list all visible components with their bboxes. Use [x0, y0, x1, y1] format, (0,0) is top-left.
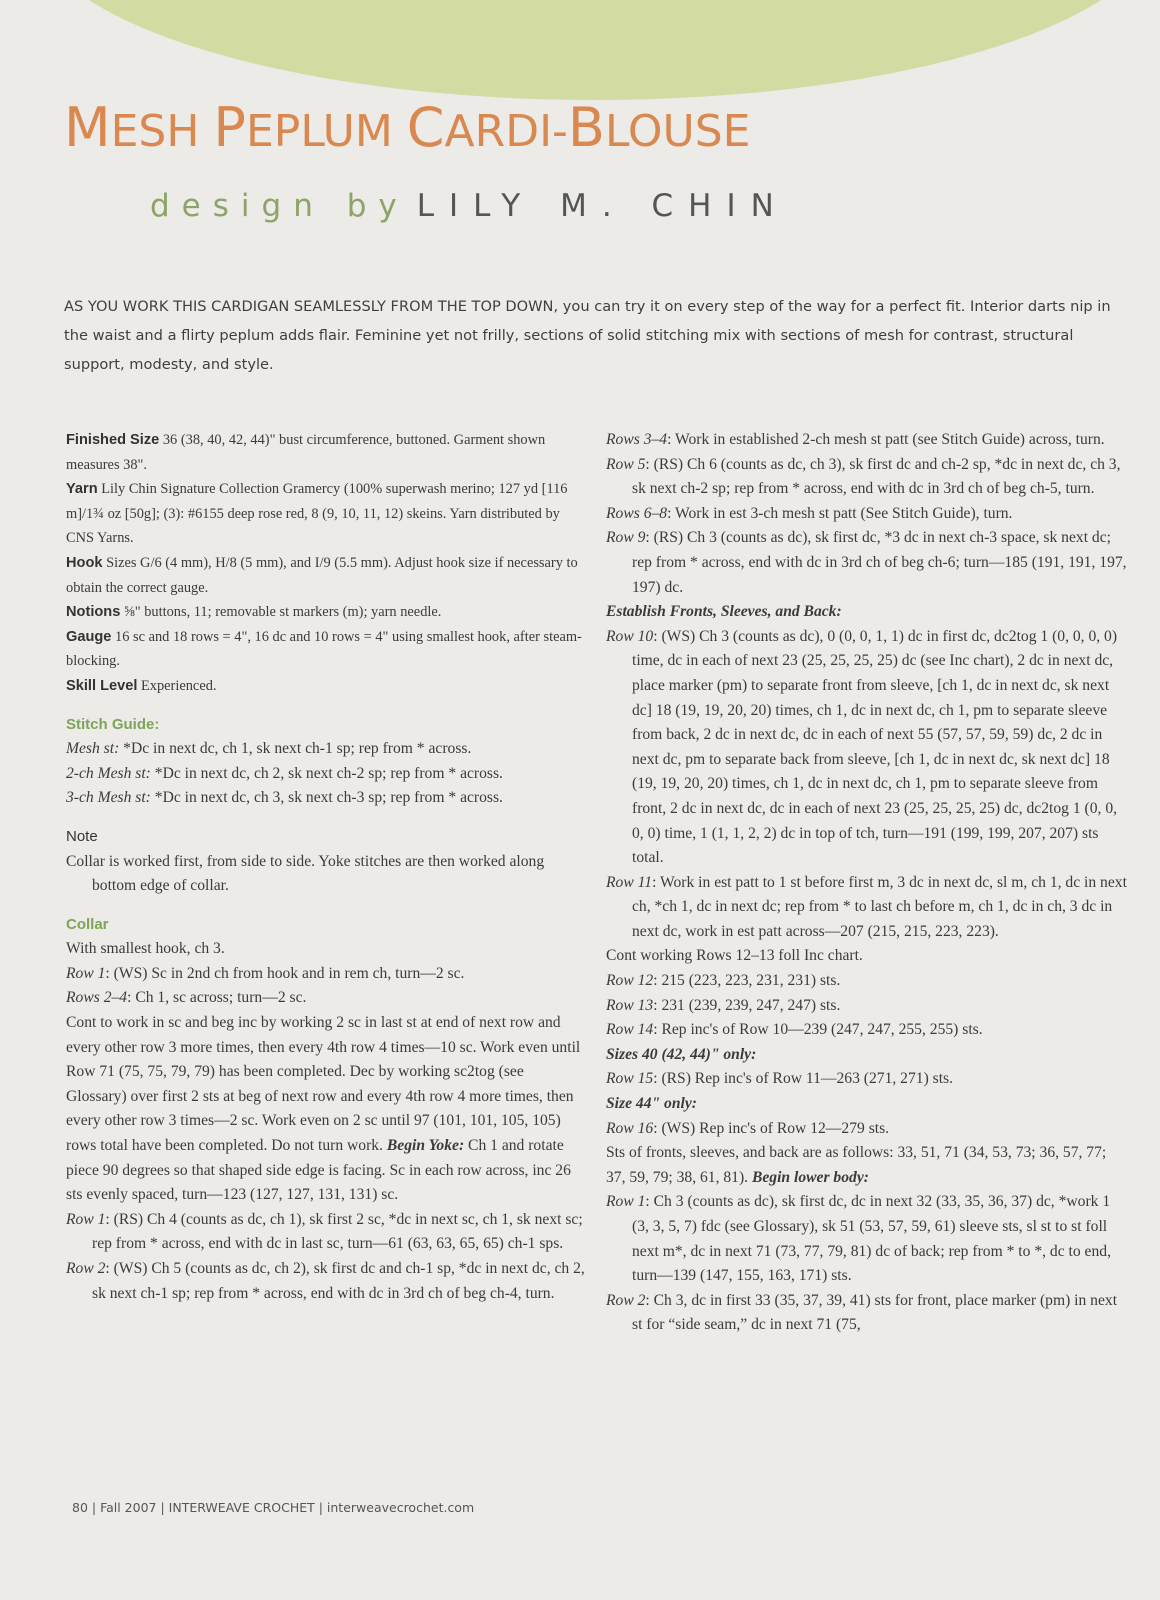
spec-hook: Hook Sizes G/6 (4 mm), H/8 (5 mm), and I/9 (5.5 mm). Adjust hook size if necessary to obtain the correct gauge. — [66, 554, 578, 596]
note-text: Collar is worked first, from side to side. Yoke stitches are then worked along bottom edge of collar. — [66, 852, 545, 895]
row-10: Row 10: (WS) Ch 3 (counts as dc), 0 (0, 0, 1, 1) dc in first dc, dc2tog 1 (0, 0, 0, 0) time, dc in each of next 23 (25, 25, 25, 25) dc (see Inc chart), 2 dc in next dc, place marker (pm) to separate front from sleeve, [ch 1, dc in next dc, sk next dc] 18 (19, 19, 20, 20) times, ch 1, dc in next dc, ch 1, pm to separate sleeve from back, 2 dc in next dc, dc in each of next 55 (57, 57, 59, 59) dc, 2 dc in next dc, pm to separate back from sleeve, [ch 1, dc in next dc, sk next dc] 18 (19, 19, 20, 20) times, ch 1, dc in next dc, ch 1, pm to separate sleeve from front, 2 dc in next dc, dc in each of next 23 (25, 25, 25, 25) dc, dc2tog 1 (0, 0, 0, 0) time, 1 (1, 1, 2, 2) dc in top of tch, turn—191 (199, 199, 207, 207) sts total. — [606, 627, 1118, 867]
stitch-2ch-mesh: 2-ch Mesh st: *Dc in next dc, ch 2, sk next ch-2 sp; rep from * across. — [66, 764, 503, 782]
row-11: Row 11: Work in est patt to 1 st before first m, 3 dc in next dc, sl m, ch 1, dc in next ch, *ch 1, dc in next dc; rep from * to last ch before m, ch 1, dc in ch, 3 dc in next dc, work in est patt across—207 (215, 215, 223, 223). — [606, 873, 1127, 940]
collar-intro: With smallest hook, ch 3. — [66, 940, 225, 958]
yoke-row-2: Row 2: (WS) Ch 5 (counts as dc, ch 2), sk first dc and ch-1 sp, *dc in next dc, ch 2, sk next ch-1 sp; rep from * across, end with dc in 3rd ch of beg ch-4, turn. — [66, 1260, 585, 1302]
yoke-row-5: Row 5: (RS) Ch 6 (counts as dc, ch 3), sk first dc and ch-2 sp, *dc in next dc, ch 3, sk next ch-2 sp; rep from * across, end with dc in 3rd ch of beg ch-5, turn. — [606, 455, 1121, 498]
designer-name: LILY M. CHIN — [416, 188, 789, 224]
lower-body-row-1: Row 1: Ch 3 (counts as dc), sk first dc, dc in next 32 (33, 35, 36, 37) dc, *work 1 (3, 3, 5, 7) fdc (see Glossary), sk 51 (53, 57, 59, 61) sleeve sts, sl st to st foll next m*, dc in next 71 (73, 77, 79, 81) dc of back; rep from * to *, dc to end, turn—139 (147, 155, 163, 171) sts. — [606, 1193, 1111, 1285]
row-16: Row 16: (WS) Rep inc's of Row 12—279 sts. — [606, 1119, 890, 1137]
collar-rows-2-4: Rows 2–4: Ch 1, sc across; turn—2 sc. — [66, 989, 307, 1007]
yoke-row-9: Row 9: (RS) Ch 3 (counts as dc), sk first dc, *3 dc in next ch-3 space, sk next dc; rep from * across, end with dc in 3rd ch of beg ch-6; turn—185 (191, 191, 197, 197) dc. — [606, 529, 1127, 596]
collar-row-1: Row 1: (WS) Sc in 2nd ch from hook and in rem ch, turn—2 sc. — [66, 964, 465, 982]
collar-shaping: Cont to work in sc and beg inc by working 2 sc in last st at end of next row and every other row 3 more times, then every 4th row 4 times—10 sc. Work even until Row 71 (75, 75, 79, 79) has been completed. Dec by working sc2tog (see Glossary) over first 2 sts at beg of next row and every 4th row 4 more times, then every other row 3 times—2 sc. Work even on 2 sc until 97 (101, 101, 105, 105) rows total have been completed. Do not turn work. Begin Yoke: Ch 1 and rotate piece 90 degrees so that shaped side edge is facing. Sc in each row across, inc 26 sts evenly spaced, turn—123 (127, 127, 131, 131) sc. — [66, 1014, 581, 1204]
size-44-heading: Size 44" only: — [606, 1095, 697, 1113]
page-title: MESH PEPLUM CARDI-BLOUSE — [64, 96, 751, 159]
spec-skill-level: Skill Level Experienced. — [66, 677, 217, 694]
stitch-3ch-mesh: 3-ch Mesh st: *Dc in next dc, ch 3, sk next ch-3 sp; rep from * across. — [66, 789, 503, 807]
designer-byline: design by LILY M. CHIN — [150, 188, 789, 224]
spec-yarn: Yarn Lily Chin Signature Collection Gramercy (100% superwash merino; 127 yd [116 m]/1¾ oz [50g]; (3): #6155 deep rose red, 8 (9, 10, 11, 12) skeins. Yarn distributed by CNS Yarns. — [66, 481, 568, 547]
right-column — [606, 428, 1128, 1338]
spec-gauge: Gauge 16 sc and 18 rows = 4", 16 dc and 10 rows = 4" using smallest hook, after steam-blocking. — [66, 628, 582, 670]
row-15: Row 15: (RS) Rep inc's of Row 11—263 (271, 271) sts. — [606, 1070, 954, 1088]
row-13: Row 13: 231 (239, 239, 247, 247) sts. — [606, 996, 841, 1014]
spec-finished-size: Finished Size 36 (38, 40, 42, 44)" bust circumference, buttoned. Garment shown measures 38". — [66, 432, 546, 473]
note-heading: Note — [66, 827, 98, 845]
spec-notions: Notions ⅝" buttons, 11; removable st markers (m); yarn needle. — [66, 604, 442, 621]
yoke-rows-3-4: Rows 3–4: Work in established 2-ch mesh st patt (see Stitch Guide) across, turn. — [606, 431, 1105, 448]
lower-body-row-2: Row 2: Ch 3, dc in first 33 (35, 37, 39, 41) sts for front, place marker (pm) in next st for “side seam,” dc in next 71 (75, — [606, 1291, 1118, 1334]
sizes-40-44-heading: Sizes 40 (42, 44)" only: — [606, 1045, 757, 1063]
page-footer: 80 | Fall 2007 | INTERWEAVE CROCHET | interweavecrochet.com — [72, 1500, 475, 1515]
stitch-counts: Sts of fronts, sleeves, and back are as follows: 33, 51, 71 (34, 53, 73; 36, 57, 77; 37, 59, 79; 38, 61, 81). Begin lower body: — [606, 1144, 1107, 1186]
yoke-row-1: Row 1: (RS) Ch 4 (counts as dc, ch 1), sk first 2 sc, *dc in next sc, ch 1, sk next sc; rep from * across, end with dc in last sc, turn—61 (63, 63, 65, 65) ch-1 sps. — [66, 1210, 583, 1253]
row-12: Row 12: 215 (223, 223, 231, 231) sts. — [606, 972, 841, 990]
decorative-green-oval — [30, 0, 1160, 100]
establish-heading: Establish Fronts, Sleeves, and Back: — [606, 603, 842, 621]
cont-rows-note: Cont working Rows 12–13 foll Inc chart. — [606, 947, 863, 965]
stitch-guide-heading: Stitch Guide: — [66, 715, 160, 733]
row-14: Row 14: Rep inc's of Row 10—239 (247, 247, 255, 255) sts. — [606, 1021, 983, 1039]
yoke-rows-6-8: Rows 6–8: Work in est 3-ch mesh st patt (See Stitch Guide), turn. — [606, 504, 1013, 522]
stitch-mesh: Mesh st: *Dc in next dc, ch 1, sk next ch-1 sp; rep from * across. — [66, 740, 472, 758]
left-column — [66, 428, 586, 1306]
collar-heading: Collar — [66, 915, 109, 933]
intro-paragraph: AS YOU WORK THIS CARDIGAN SEAMLESSLY FROM THE TOP DOWN, you can try it on every step of the way for a perfect fit. Interior darts nip in the waist and a flirty peplum adds flair. Feminine yet not frilly, sections of solid stitching mix with sections of mesh for contrast, structural support, modesty, and style. — [64, 298, 1111, 373]
